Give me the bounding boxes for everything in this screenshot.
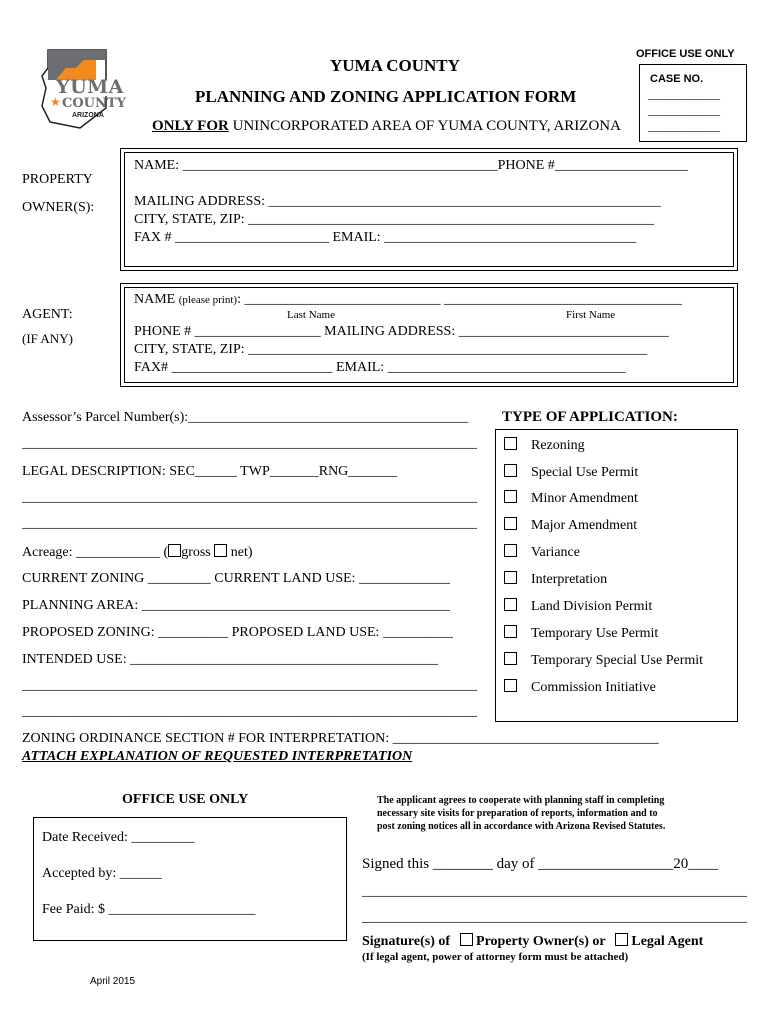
case-no-line-3[interactable]: ____________ (648, 119, 720, 133)
acreage-field[interactable] (22, 544, 253, 561)
option-rezoning[interactable] (504, 437, 585, 454)
interpretation-label: Interpretation (531, 572, 608, 587)
agent-name-field[interactable] (134, 292, 682, 308)
agreement-text-2: necessary site visits for preparation of reports, information and to (377, 808, 658, 819)
agent-label: AGENT: (22, 307, 73, 322)
temporary-special-use-permit-checkbox[interactable] (504, 652, 517, 665)
option-temporary-special-use-permit[interactable] (504, 652, 703, 669)
signature-line-2[interactable]: _______________________________________________________ (362, 910, 747, 925)
scope-line (152, 118, 621, 135)
net-label: net) (227, 545, 253, 560)
agent-phone-mail-field[interactable]: PHONE # __________________ MAILING ADDRESS: ______________________________ (134, 324, 669, 339)
variance-label: Variance (531, 545, 580, 560)
scope-text: UNINCORPORATED AREA OF YUMA COUNTY, ARIZONA (232, 118, 621, 134)
current-zoning-field[interactable]: CURRENT ZONING _________ CURRENT LAND USE: _____________ (22, 571, 451, 586)
first-name-caption: First Name (566, 309, 616, 321)
net-checkbox[interactable] (214, 544, 227, 557)
option-minor-amendment[interactable] (504, 490, 638, 507)
option-temporary-use-permit[interactable] (504, 625, 658, 642)
agent-name-label: NAME (134, 292, 176, 307)
property-owner-label: PROPERTY (22, 172, 93, 187)
legal-blank-line-2[interactable]: _________________________________________________________________ (22, 516, 477, 531)
property-owner-checkbox[interactable] (460, 933, 473, 946)
type-of-application-title: TYPE OF APPLICATION: (502, 409, 678, 425)
owner-city-field[interactable]: CITY, STATE, ZIP: __________________________________________________________ (134, 212, 655, 227)
only-for-label: ONLY FOR (152, 118, 229, 134)
accepted-by-field[interactable]: Accepted by: ______ (42, 866, 162, 881)
case-number-box (639, 64, 747, 142)
intended-blank-line-1[interactable]: _________________________________________________________________ (22, 678, 477, 693)
office-use-title: OFFICE USE ONLY (122, 792, 249, 807)
legal-agent-checkbox[interactable] (615, 933, 628, 946)
agent-fax-email-field[interactable]: FAX# _______________________ EMAIL: __________________________________ (134, 360, 626, 375)
footer-date: April 2015 (90, 976, 136, 987)
apn-field[interactable]: Assessor’s Parcel Number(s):________________________________________ (22, 410, 469, 425)
agent-city-field[interactable]: CITY, STATE, ZIP: _________________________________________________________ (134, 342, 648, 357)
land-division-permit-label: Land Division Permit (531, 599, 653, 614)
gross-checkbox[interactable] (168, 544, 181, 557)
property-owner-label: Property Owner(s) or (476, 934, 606, 949)
commission-initiative-checkbox[interactable] (504, 679, 517, 692)
agent-name-hint: (please print) (178, 294, 238, 306)
legal-blank-line-1[interactable]: _________________________________________________________________ (22, 490, 477, 505)
minor-amendment-label: Minor Amendment (531, 491, 638, 506)
legal-description-field[interactable]: LEGAL DESCRIPTION: SEC______ TWP_______RNG_______ (22, 464, 398, 479)
legal-agent-label: Legal Agent (631, 934, 704, 949)
signature-line-1[interactable]: _______________________________________________________ (362, 884, 747, 899)
temporary-use-permit-checkbox[interactable] (504, 625, 517, 638)
planning-area-field[interactable]: PLANNING AREA: ____________________________________________ (22, 598, 450, 613)
temporary-special-use-permit-label: Temporary Special Use Permit (531, 653, 704, 668)
rezoning-checkbox[interactable] (504, 437, 517, 450)
office-use-box (33, 817, 347, 941)
option-special-use-permit[interactable] (504, 464, 638, 481)
office-use-label-top: OFFICE USE ONLY (636, 48, 735, 60)
acreage-label: Acreage: ____________ ( (22, 545, 169, 560)
apn-blank-line[interactable]: _________________________________________________________________ (22, 436, 477, 451)
attach-explanation-note: ATTACH EXPLANATION OF REQUESTED INTERPRETATION (22, 749, 413, 764)
option-commission-initiative[interactable] (504, 679, 656, 696)
agreement-text-1: The applicant agrees to cooperate with planning staff in completing (377, 795, 665, 806)
fee-paid-field[interactable]: Fee Paid: $ _____________________ (42, 902, 256, 917)
logo-county-text: COUNTY (62, 96, 126, 111)
rezoning-label: Rezoning (531, 438, 585, 453)
option-variance[interactable] (504, 544, 580, 561)
intended-use-field[interactable]: INTENDED USE: ____________________________________________ (22, 652, 439, 667)
minor-amendment-checkbox[interactable] (504, 490, 517, 503)
special-use-permit-label: Special Use Permit (531, 465, 639, 480)
variance-checkbox[interactable] (504, 544, 517, 557)
yuma-county-logo (36, 46, 126, 136)
owner-mailing-field[interactable]: MAILING ADDRESS: ________________________________________________________ (134, 194, 661, 209)
last-name-caption: Last Name (287, 309, 335, 321)
interpretation-checkbox[interactable] (504, 571, 517, 584)
case-no-line-2[interactable]: ____________ (648, 103, 720, 117)
interpretation-section-field[interactable]: ZONING ORDINANCE SECTION # FOR INTERPRETATION: ______________________________________ (22, 731, 659, 746)
page-title: YUMA COUNTY (330, 56, 460, 75)
logo-yuma-text: YUMA (56, 76, 124, 98)
case-no-label: CASE NO. (650, 73, 704, 85)
signature-of-label: Signature(s) of (362, 934, 451, 949)
logo-arizona-text: ARIZONA (72, 112, 104, 119)
signature-of-line (362, 933, 703, 950)
date-received-field[interactable]: Date Received: _________ (42, 830, 195, 845)
if-any-label: (IF ANY) (22, 331, 73, 346)
form-title: PLANNING AND ZONING APPLICATION FORM (195, 87, 577, 106)
temporary-use-permit-label: Temporary Use Permit (531, 626, 659, 641)
case-no-line-1[interactable]: ____________ (648, 87, 720, 101)
major-amendment-label: Major Amendment (531, 518, 638, 533)
owner-name-phone-field[interactable]: NAME: _____________________________________________PHONE #___________________ (134, 158, 688, 173)
option-interpretation[interactable] (504, 571, 607, 588)
agreement-text-3: post zoning notices all in accordance with Arizona Revised Statutes. (377, 821, 666, 832)
land-division-permit-checkbox[interactable] (504, 598, 517, 611)
major-amendment-checkbox[interactable] (504, 517, 517, 530)
option-major-amendment[interactable] (504, 517, 637, 534)
gross-label: gross (181, 545, 211, 560)
power-of-attorney-note: (If legal agent, power of attorney form must be attached) (362, 951, 629, 963)
option-land-division-permit[interactable] (504, 598, 652, 615)
intended-blank-line-2[interactable]: _________________________________________________________________ (22, 704, 477, 719)
logo-star-icon: ★ (50, 95, 61, 109)
type-of-application-box (495, 429, 738, 722)
agent-name-lines[interactable]: : ____________________________ __________________________________ (237, 292, 682, 307)
special-use-permit-checkbox[interactable] (504, 464, 517, 477)
owner-fax-email-field[interactable]: FAX # ______________________ EMAIL: ____________________________________ (134, 230, 637, 245)
owner-s-label: OWNER(S): (22, 200, 95, 215)
signed-this-field[interactable]: Signed this ________ day of __________________20____ (362, 856, 719, 872)
commission-initiative-label: Commission Initiative (531, 680, 656, 695)
proposed-zoning-field[interactable]: PROPOSED ZONING: __________ PROPOSED LAND USE: __________ (22, 625, 453, 640)
